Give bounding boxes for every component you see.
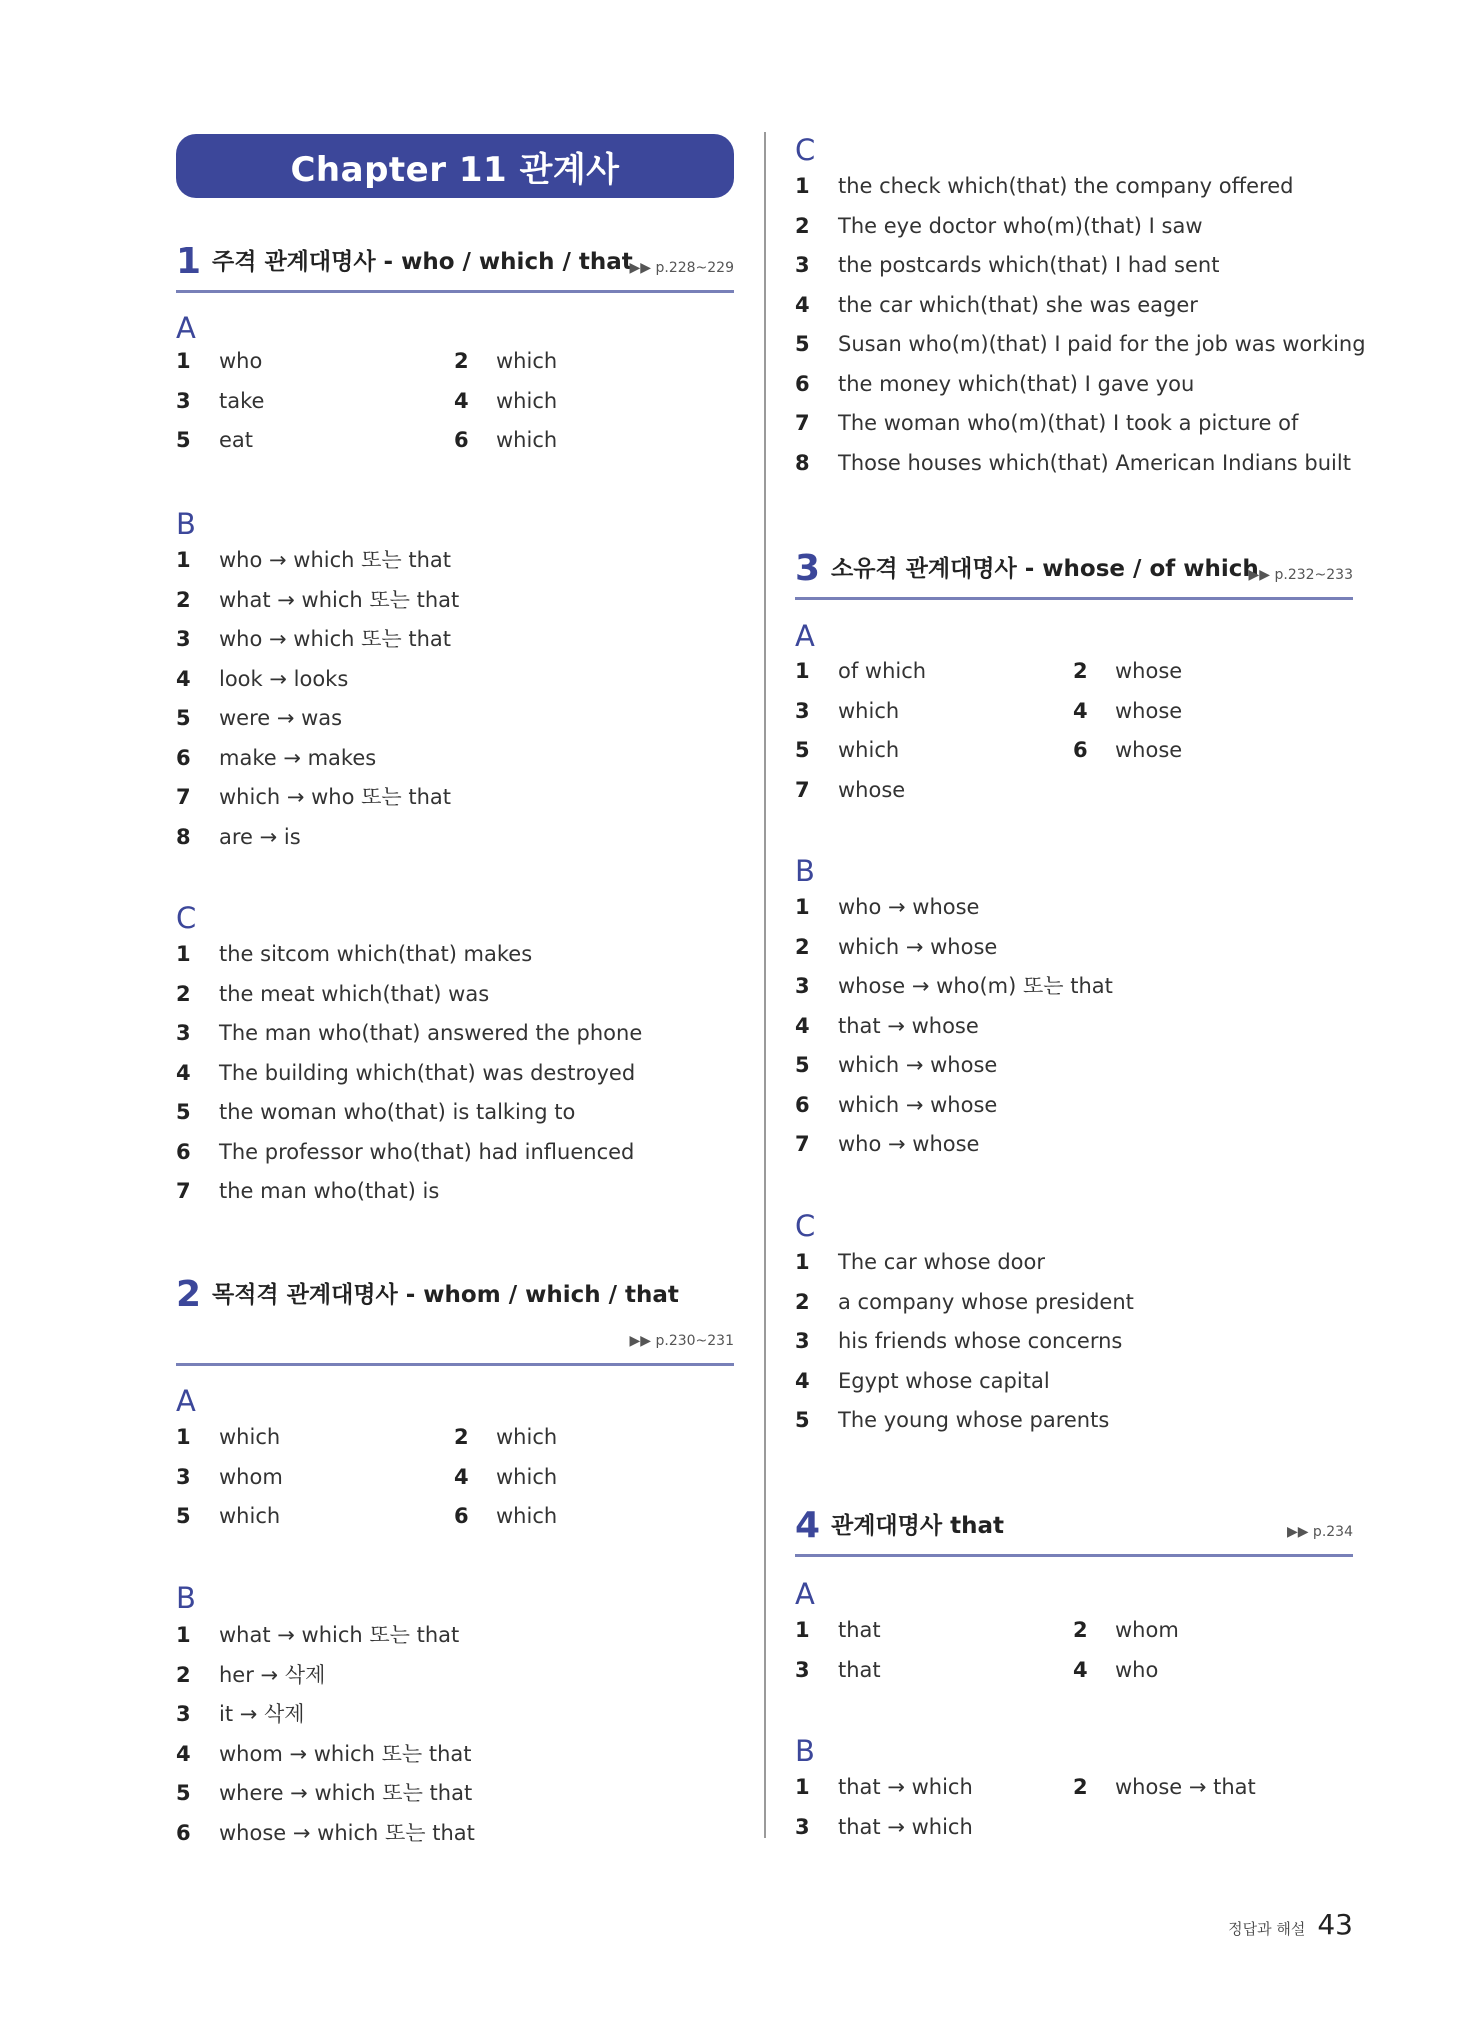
answer-text: The woman who(m)(that) I took a picture of [838,411,1299,435]
answer-text: whose → who(m) 또는 that [838,974,1113,998]
answer-row [795,1812,1353,1842]
answer-text: which [838,738,900,762]
answer-text: the car which(that) she was eager [838,292,1198,317]
question-number: 2 [1073,1775,1088,1799]
answer-text: Egypt whose capital [838,1368,1050,1393]
part-label: C [795,133,816,167]
question-number: 3 [795,698,810,723]
page-footer [1228,1908,1353,1941]
answer-row [176,545,734,575]
section-1-header [176,230,734,293]
answer-text: which [219,1504,281,1528]
answer-text: who [1115,1657,1159,1682]
question-number: 7 [795,411,810,435]
section-number: 2 [176,1274,202,1315]
answer-row [795,1011,1353,1041]
question-number: 6 [454,428,469,452]
answer-row [176,703,734,733]
question-number: 4 [1073,1657,1088,1682]
chapter-title-banner [176,134,734,198]
answer-row [795,250,1353,280]
answer-text: the postcards which(that) I had sent [838,253,1220,277]
question-number: 4 [454,1464,469,1489]
page-reference: ▶▶ p.228~229 [629,260,734,276]
answer-text: what → which 또는 that [219,587,460,612]
question-number: 4 [176,1741,191,1766]
question-number: 1 [795,174,810,198]
answer-text: the woman who(that) is talking to [219,1100,576,1124]
part-label: B [795,1734,815,1768]
question-number: 5 [176,1781,191,1805]
question-number: 1 [795,659,810,683]
question-number: 3 [795,253,810,277]
question-number: 3 [795,1814,810,1839]
section-title: 목적격 관계대명사 - whom / which / that [212,1282,679,1308]
question-number: 5 [795,1053,810,1077]
question-number: 1 [795,1618,810,1642]
question-number: 3 [176,1464,191,1489]
answer-text: it → 삭제 [219,1702,305,1726]
question-number: 3 [176,1021,191,1045]
answer-row [176,1097,734,1127]
answer-row [176,1176,734,1206]
answer-text: which [496,1425,558,1449]
answer-text: who → whose [838,1132,980,1156]
question-number: 2 [1073,659,1088,683]
answer-text: a company whose president [838,1289,1134,1314]
question-number: 1 [795,895,810,919]
answer-text: which → whose [838,1053,998,1077]
question-number: 2 [454,1425,469,1449]
question-number: 5 [176,706,191,730]
answer-text: are → is [219,824,301,849]
question-number: 1 [795,1250,810,1274]
answer-text: which [496,349,558,373]
answer-text: which [496,1504,558,1528]
question-number: 3 [795,1657,810,1682]
page-reference: ▶▶ p.230~231 [629,1333,734,1349]
question-number: 5 [795,1408,810,1432]
answer-row [795,1615,1353,1645]
answer-row [176,1739,734,1769]
answer-text: take [219,388,265,413]
question-number: 1 [176,1623,191,1647]
section-4-header [795,1494,1353,1557]
chapter-title: Chapter 11 관계사 [290,149,620,190]
answer-row [795,775,1353,805]
question-number: 6 [1073,738,1088,762]
answer-text: make → makes [219,745,377,770]
answer-row [795,971,1353,1001]
section-title: 주격 관계대명사 - who / which / that [212,249,633,275]
question-number: 4 [795,1368,810,1393]
question-number: 5 [795,738,810,762]
answer-text: whose [838,777,906,802]
answer-row [795,735,1353,765]
question-number: 2 [176,587,191,612]
part-label: B [176,507,196,541]
answer-row [795,696,1353,726]
answer-text: which [838,698,900,723]
answer-text: that → which [838,1775,973,1799]
part-label: B [176,1581,196,1615]
answer-row [176,664,734,694]
answer-row [176,425,734,455]
answer-text: her → 삭제 [219,1662,326,1687]
column-divider [764,132,766,1838]
answer-text: which → whose [838,934,998,959]
answer-row [795,1405,1353,1435]
answer-row [176,1422,734,1452]
answer-row [176,1462,734,1492]
answer-row [795,290,1353,320]
answer-text: that → which [838,1814,973,1839]
answer-text: Those houses which(that) American Indians built [838,450,1351,475]
answer-row [795,656,1353,686]
section-2-header [176,1260,734,1366]
answer-row [176,743,734,773]
answer-text: the money which(that) I gave you [838,371,1195,396]
question-number: 2 [795,1289,810,1314]
answer-text: that [838,1618,881,1642]
answer-row [795,329,1366,359]
answer-row [795,1129,1353,1159]
part-label: A [176,311,196,345]
answer-row [795,448,1353,478]
answer-text: The eye doctor who(m)(that) I saw [838,213,1203,238]
part-label: A [795,619,815,653]
answer-row [176,1501,734,1531]
question-number: 3 [176,388,191,413]
question-number: 6 [176,1820,191,1845]
question-number: 2 [795,213,810,238]
question-number: 4 [454,388,469,413]
answer-row [795,171,1353,201]
answer-text: of which [838,659,927,683]
answer-text: look → looks [219,666,349,691]
answer-text: eat [219,428,254,452]
answer-text: who → whose [838,895,980,919]
answer-row [176,1018,734,1048]
answer-row [176,346,734,376]
answer-text: whom [1115,1618,1179,1642]
page-number: 43 [1317,1908,1353,1941]
question-number: 5 [176,428,191,452]
answer-text: what → which 또는 that [219,1623,460,1647]
answer-text: The professor who(that) had influenced [219,1139,635,1164]
question-number: 4 [795,1013,810,1038]
answer-text: who [219,349,263,373]
answer-text: whose [1115,698,1183,723]
part-label: B [795,854,815,888]
question-number: 6 [176,745,191,770]
question-number: 1 [176,942,191,966]
question-number: 8 [795,450,810,475]
answer-text: which [496,1464,558,1489]
answer-row [795,369,1353,399]
answer-row [795,1366,1353,1396]
question-number: 5 [176,1100,191,1124]
question-number: 2 [1073,1618,1088,1642]
answer-row [176,822,734,852]
question-number: 3 [795,1329,810,1353]
question-number: 1 [176,1425,191,1449]
question-number: 6 [176,1139,191,1164]
answer-text: which [496,428,558,452]
page-reference: ▶▶ p.232~233 [1248,567,1353,583]
answer-row [176,386,734,416]
answer-row [795,892,1353,922]
question-number: 4 [1073,698,1088,723]
question-number: 5 [795,332,810,356]
answer-row [176,782,734,812]
answer-row [176,585,734,615]
question-number: 6 [795,371,810,396]
answer-text: where → which 또는 that [219,1781,473,1805]
answer-row [176,1058,734,1088]
answer-row [176,624,734,654]
question-number: 7 [176,785,191,809]
question-number: 4 [795,292,810,317]
question-number: 3 [176,1702,191,1726]
answer-text: The building which(that) was destroyed [219,1060,636,1085]
question-number: 7 [795,1132,810,1156]
answer-text: which → whose [838,1092,998,1117]
answer-text: his friends whose concerns [838,1329,1123,1353]
question-number: 2 [176,981,191,1006]
answer-text: The young whose parents [838,1408,1110,1432]
question-number: 1 [795,1775,810,1799]
answer-text: whose [1115,738,1183,762]
answer-row [795,408,1353,438]
answer-text: which [496,388,558,413]
answer-row [176,1660,734,1690]
section-title: 소유격 관계대명사 - whose / of which [831,556,1259,582]
question-number: 2 [176,1662,191,1687]
section-number: 1 [176,241,202,282]
question-number: 7 [176,1179,191,1203]
answer-row [795,1247,1353,1277]
question-number: 1 [176,548,191,572]
answer-row [176,1137,734,1167]
answer-text: the man who(that) is [219,1179,440,1203]
section-number: 4 [795,1505,821,1546]
answer-text: the meat which(that) was [219,981,490,1006]
answer-row [795,1287,1353,1317]
section-title: 관계대명사 that [831,1513,1004,1539]
answer-text: which [219,1425,281,1449]
answer-row [176,1778,734,1808]
answer-text: the sitcom which(that) makes [219,942,533,966]
question-number: 4 [176,1060,191,1085]
answer-row [795,211,1353,241]
answer-row [176,939,734,969]
question-number: 3 [795,974,810,998]
answer-text: which → who 또는 that [219,785,452,809]
answer-text: who → which 또는 that [219,548,452,572]
answer-row [795,1772,1353,1802]
part-label: A [795,1577,815,1611]
question-number: 3 [176,627,191,651]
answer-text: whose → that [1115,1775,1256,1799]
answer-row [176,1699,734,1729]
answer-text: The car whose door [838,1250,1045,1274]
answer-row [795,1326,1353,1356]
question-number: 1 [176,349,191,373]
answer-text: whose [1115,659,1183,683]
footer-label: 정답과 해설 [1228,1920,1306,1938]
question-number: 8 [176,824,191,849]
part-label: A [176,1384,196,1418]
answer-text: The man who(that) answered the phone [219,1021,643,1045]
question-number: 5 [176,1504,191,1528]
page-reference: ▶▶ p.234 [1286,1524,1353,1540]
answer-row [176,1818,734,1848]
question-number: 6 [454,1504,469,1528]
answer-text: who → which 또는 that [219,627,452,651]
question-number: 2 [454,349,469,373]
section-3-header [795,537,1353,600]
question-number: 6 [795,1092,810,1117]
answer-text: Susan who(m)(that) I paid for the job was working [838,332,1366,356]
answer-text: were → was [219,706,343,730]
section-number: 3 [795,548,821,589]
answer-row [176,1620,734,1650]
answer-text: whom [219,1464,283,1489]
answer-row [795,1090,1353,1120]
answer-row [795,1655,1353,1685]
answer-row [795,1050,1353,1080]
question-number: 4 [176,666,191,691]
answer-text: whom → which 또는 that [219,1741,472,1766]
answer-text: the check which(that) the company offered [838,174,1294,198]
question-number: 2 [795,934,810,959]
answer-text: whose → which 또는 that [219,1820,475,1845]
answer-text: that [838,1657,881,1682]
part-label: C [176,901,197,935]
answer-row [176,979,734,1009]
question-number: 7 [795,777,810,802]
part-label: C [795,1209,816,1243]
answer-text: that → whose [838,1013,979,1038]
answer-row [795,932,1353,962]
